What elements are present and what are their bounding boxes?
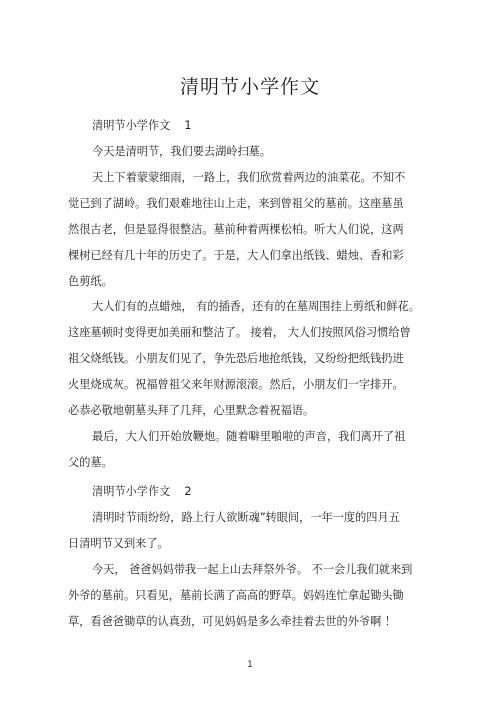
paragraph-line: 大人们有的点蜡烛， 有的插香，还有的在墓周围挂上剪纸和鲜花。 [92, 300, 420, 313]
paragraph-line: 觉已到了湖岭。我们艰难地往山上走，来到曾祖父的墓前。这座墓虽 [68, 197, 404, 210]
section-heading-text: 清明节小学作文 [92, 119, 171, 132]
paragraph-line: 然很古老，但是显得很整洁。墓前种着两棵松柏。听大人们说，这两 [68, 223, 404, 236]
section-heading-2 [92, 484, 191, 500]
paragraph-line: 棵树已经有几十年的历史了。于是，大人们拿出纸钱、蜡烛、香和彩 [68, 249, 404, 262]
paragraph-line: 草，看爸爸锄草的认真劲，可见妈妈是多么牵挂着去世的外爷啊 ！ [68, 615, 396, 628]
paragraph-line: 父的墓。 [68, 456, 113, 469]
paragraph-line: 火里烧成灰。祝福曾祖父来年财源滚滚。然后，小朋友们一字排开。 [68, 378, 404, 391]
page-number: 1 [247, 660, 253, 670]
document-title: 清明节小学作文 [179, 76, 320, 98]
section-number: 1 [184, 119, 192, 132]
paragraph-line: 天上下着蒙蒙细雨，一路上，我们欣赏着两边的油菜花。不知不 [92, 171, 406, 184]
paragraph-line: 色剪纸。 [68, 275, 113, 288]
paragraph-line: 必恭必敬地朝墓头拜了几拜，心里默念着祝福语。 [68, 404, 315, 417]
section-number: 2 [184, 485, 192, 498]
paragraph-line: 最后，大人们开始放鞭炮。随着噼里啪啦的声音，我们离开了祖 [92, 430, 406, 443]
paragraph-line: 清明时节雨纷纷，路上行人欲断魂”转眼间，一年一度的四月五 [92, 511, 400, 524]
paragraph-line: 外爷的墓前。只看见，墓前长满了高高的野草。妈妈连忙拿起锄头锄 [68, 589, 404, 602]
paragraph-line: 祖父烧纸钱。小朋友们见了，争先恐后地抢纸钱，又纷纷把纸钱扔进 [68, 352, 404, 365]
section-heading-1 [92, 118, 191, 134]
paragraph-line: 这座墓顿时变得更加美丽和整洁了。 接着， 大人们按照风俗习惯给曾 [68, 326, 411, 339]
section-heading-text: 清明节小学作文 [92, 485, 171, 498]
paragraph-line: 今天， 爸爸妈妈带我一起上山去拜祭外爷。 不一会儿我们就来到 [92, 563, 413, 576]
paragraph-line: 日清明节又到来了。 [68, 537, 169, 550]
paragraph-line: 今天是清明节，我们要去湖岭扫墓。 [92, 145, 272, 158]
